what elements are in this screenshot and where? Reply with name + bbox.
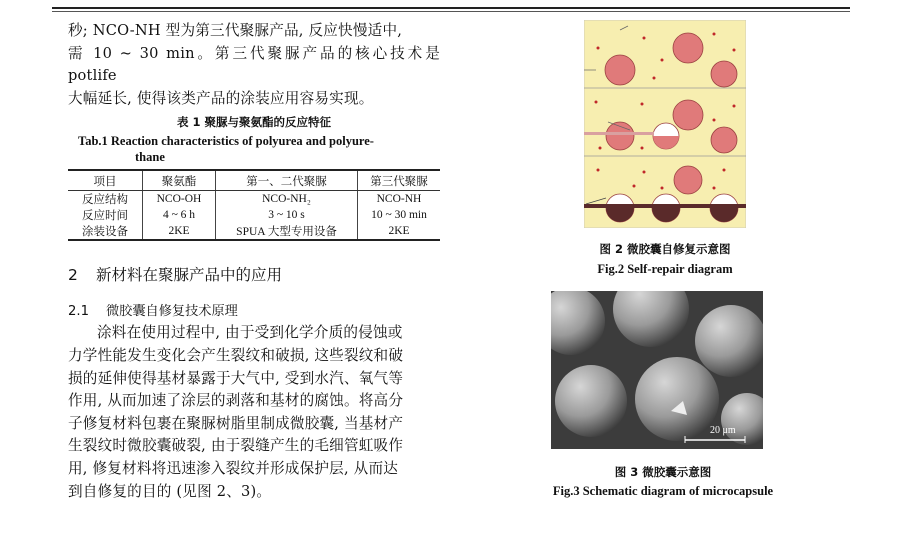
figure2-caption-cn: 图 2 微胶囊自修复示意图 [599, 242, 731, 256]
table-cell: 4 ~ 6 h [143, 207, 216, 223]
text-line: 损的延伸使得基材暴露于大气中, 受到水汽、氧气等 [68, 369, 404, 387]
text-line: 涂料在使用过程中, 由于受到化学介质的侵蚀或 [97, 324, 403, 342]
text-line: 需 10 ~ 30 min。第三代聚脲产品的核心技术是 potlife [68, 44, 440, 85]
scale-bar-label: 20 μm [710, 425, 736, 436]
reaction-table [68, 169, 440, 241]
table-caption-en-line1: Tab.1 Reaction characteristics of polyurea and polyure- [78, 134, 374, 149]
table-cell: NCO-NH₂ [216, 191, 358, 208]
section-heading [68, 263, 440, 285]
section-title: 新材料在聚脲产品中的应用 [96, 266, 283, 285]
table-cell: 反应结构 [68, 191, 143, 208]
text-line: 大幅延长, 使得该类产品的涂装应用容易实现。 [68, 89, 374, 107]
table-cell: SPUA 大型专用设备 [216, 223, 358, 240]
table-cell: 反应时间 [68, 207, 143, 223]
text-line: 秒; NCO-NH 型为第三代聚脲产品, 反应快慢适中, [68, 22, 403, 39]
table-row [68, 191, 440, 208]
table-cell: NCO-NH [376, 193, 422, 206]
header-rule [52, 7, 850, 9]
table-header-cell: 第三代聚脲 [358, 170, 441, 191]
table-cell: 2KE [358, 223, 441, 240]
text-line: 到自修复的目的 (见图 2、3)。 [68, 482, 272, 500]
table-caption-en-line2: thane [135, 150, 165, 165]
self-repair-diagram [584, 20, 746, 228]
table-caption-cn: 表 1 聚脲与聚氨酯的反应特征 [176, 115, 331, 130]
section-number: 2 [68, 266, 78, 285]
table-row [68, 223, 440, 240]
header-rule-thin [52, 11, 850, 12]
figure2-caption-en: Fig.2 Self-repair diagram [597, 262, 733, 276]
figure3-caption-en: Fig.3 Schematic diagram of microcapsule [552, 484, 774, 498]
text-line: 作用, 从而加速了涂层的剥落和基材的腐蚀。将高分 [68, 392, 404, 410]
figure3-caption-cn: 图 3 微胶囊示意图 [614, 465, 712, 479]
left-column [68, 20, 440, 503]
subsection-heading [68, 300, 440, 322]
table-header-row [68, 170, 440, 191]
paragraph-top [68, 20, 440, 110]
subsection-number: 2.1 [68, 304, 89, 320]
text-line: 力学性能发生变化会产生裂纹和破损, 这些裂纹和破 [68, 346, 404, 364]
text-line: 生裂纹时微胶囊破裂, 由于裂缝产生的毛细管虹吸作 [68, 437, 404, 455]
table-row [68, 207, 440, 223]
table-cell: NCO-OH [143, 191, 216, 208]
table-header-cell: 项目 [68, 170, 143, 191]
table-cell: 2KE [143, 223, 216, 240]
table-cell: 涂装设备 [68, 223, 143, 240]
table-caption-en [68, 133, 440, 165]
paragraph-principle [68, 322, 440, 503]
table-cell: 3 ~ 10 s [216, 207, 358, 223]
subsection-title: 微胶囊自修复技术原理 [106, 304, 238, 320]
table-header-cell: 第一、二代聚脲 [216, 170, 358, 191]
table-header-cell: 聚氨酯 [143, 170, 216, 191]
text-line: 子修复材料包裹在聚脲树脂里制成微胶囊, 当基材产 [68, 414, 404, 432]
text-line: 用, 修复材料将迅速渗入裂纹并形成保护层, 从而达 [68, 459, 399, 477]
table-cell: 10 ~ 30 min [371, 209, 427, 222]
